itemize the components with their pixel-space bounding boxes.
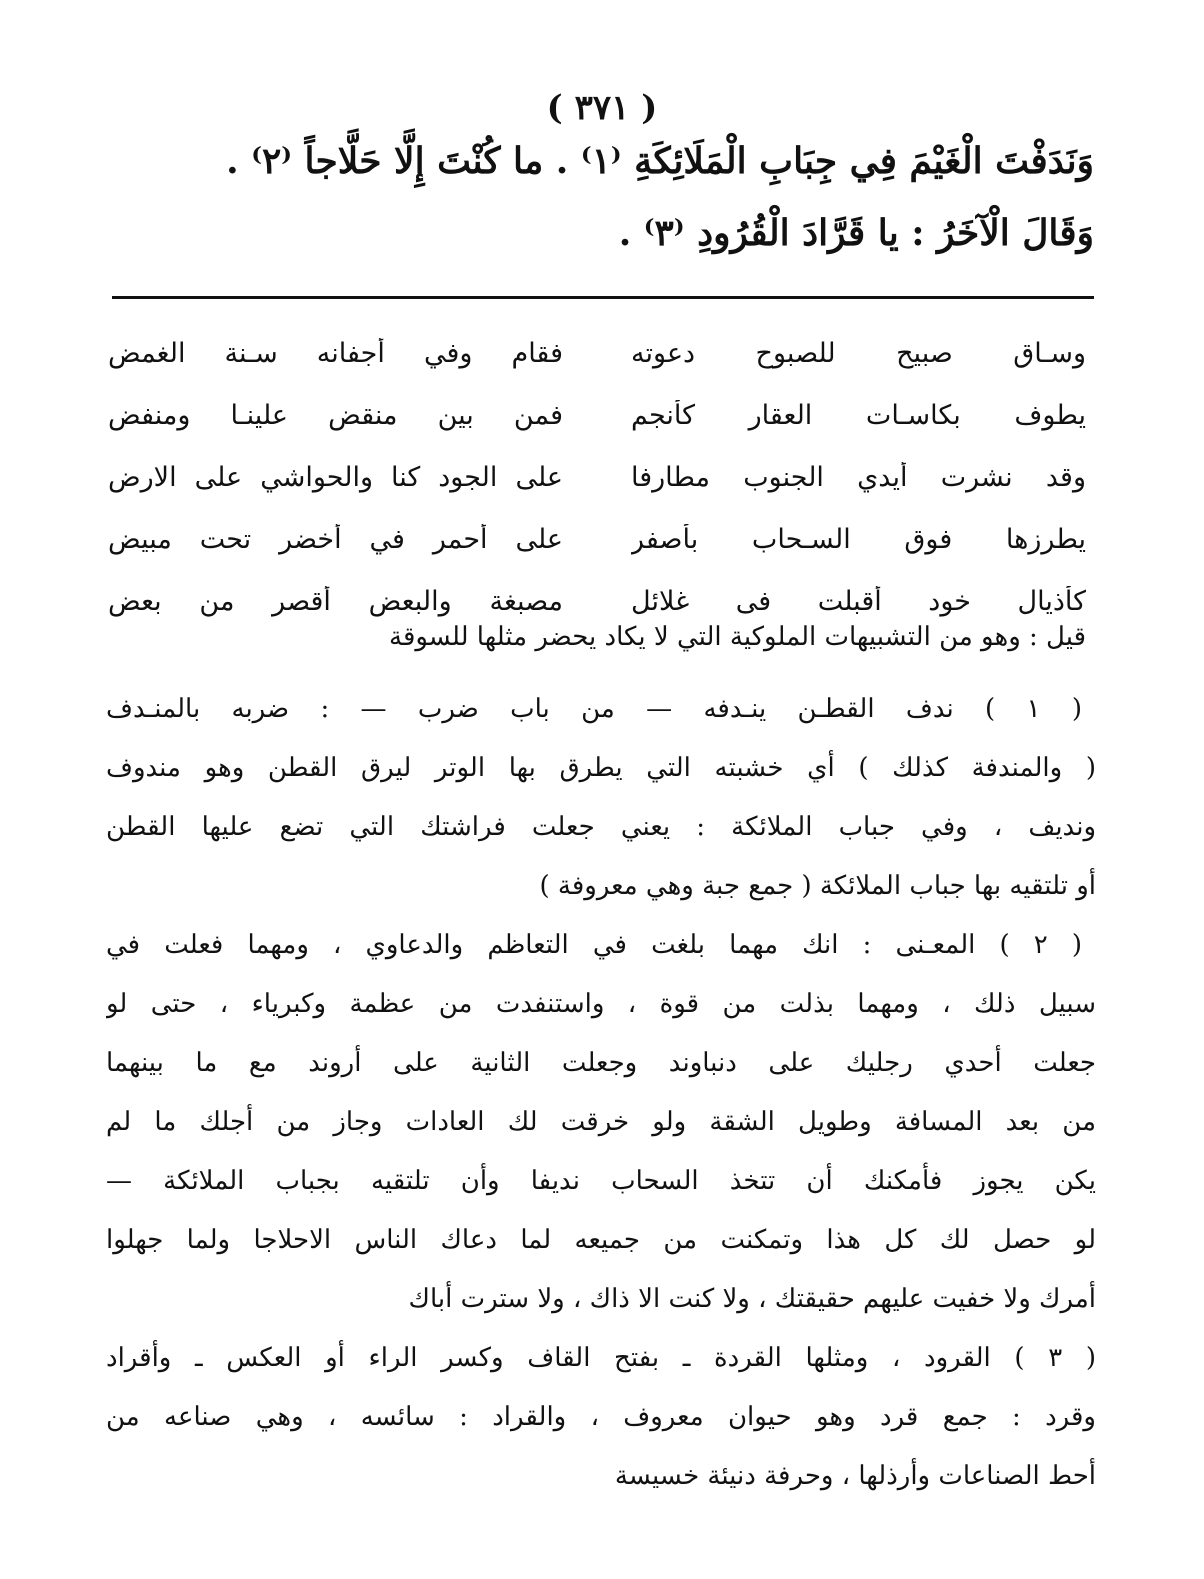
footnote-2-line: جعلت أحدي رجليك على دنباوند وجعلت الثانية على أروند مع ما بينهما — [106, 1048, 1096, 1078]
footnote-2-line: يكن يجوز فأمكنك أن تتخذ السحاب نديفا وأن تلتقيه بجباب الملائكة — — [106, 1166, 1096, 1196]
poem-note: قيل : وهو من التشبيهات الملوكية التي لا يكاد يحضر مثلها للسوقة — [389, 622, 1086, 652]
footnotes — [106, 680, 1096, 1506]
poem-hemistich-first: كأذيال خود أقبلت فى غلائل — [631, 585, 1086, 617]
poem-hemistich-first: يطرزها فوق السـحاب بأصفر — [631, 523, 1086, 555]
footnote-3-line: ( ٣ ) القرود ، ومثلها القردة ـ بفتح القاف وكسر الراء أو العكس ـ وأقراد — [106, 1343, 1096, 1373]
page-number: ( ٣٧١ ) — [546, 88, 658, 128]
footnote-1-line: ونديف ، وفي جباب الملائكة : يعني جعلت فراشتك التي تضع عليها القطن — [106, 812, 1096, 842]
poem-hemistich-first: وسـاق صبيح للصبوح دعوته — [631, 337, 1086, 369]
footnote-2-line: أمرك ولا خفيت عليهم حقيقتك ، ولا كنت الا ذاك ، ولا سترت أباك — [408, 1284, 1096, 1314]
poem-hemistich-second: على أحمر في أخضر تحت مبيض — [108, 523, 563, 555]
poem-verse — [108, 508, 1086, 570]
poem-block — [108, 322, 1086, 632]
footnote-2-line: ( ٢ ) المعـنى : انك مهما بلغت في التعاظم والدعاوي ، ومهما فعلت في — [106, 930, 1082, 960]
poem-verse — [108, 322, 1086, 384]
poem-hemistich-second: على الجود كنا والحواشي على الارض — [108, 461, 563, 493]
footnote-3-line: أحط الصناعات وأرذلها ، وحرفة دنيئة خسيسة — [614, 1461, 1096, 1491]
footnote-2-line: سبيل ذلك ، ومهما بذلت من قوة ، واستنفدت من عظمة وكبرياء ، حتى لو — [106, 989, 1096, 1019]
footnote-2-line: من بعد المسافة وطويل الشقة ولو خرقت لك العادات وجاز من أجلك ما لم — [106, 1107, 1096, 1137]
footnote-1-line: ( ١ ) ندف القطـن ينـدفه — من باب ضرب — : ضربه بالمنـدف — [106, 694, 1082, 724]
main-text-line-2: وَقَالَ الْآخَرُ : يا قَرَّادَ الْقُرُودِ ⁽٣⁾ . — [618, 212, 1094, 254]
main-text-line-1: وَنَدَفْتَ الْغَيْمَ فِي جِبَابِ الْمَلَائِكَةِ ⁽١⁾ . ما كُنْتَ إِلَّا حَلَّاجاً ⁽٢⁾ . — [226, 140, 1094, 182]
footnote-1-line: ( والمندفة كذلك ) أي خشبته التي يطرق بها الوتر ليرق القطن وهو مندوف — [106, 753, 1096, 783]
footnote-1-line: أو تلتقيه بها جباب الملائكة ( جمع جبة وهي معروفة ) — [539, 871, 1096, 901]
poem-hemistich-first: وقد نشرت أيدي الجنوب مطارفا — [631, 461, 1086, 493]
poem-hemistich-second: مصبغة والبعض أقصر من بعض — [108, 585, 563, 617]
poem-verse — [108, 446, 1086, 508]
footnote-2-line: لو حصل لك كل هذا وتمكنت من جميعه لما دعاك الناس الاحلاجا ولما جهلوا — [106, 1225, 1096, 1255]
poem-hemistich-second: فمن بين منقض علينـا ومنفض — [108, 399, 563, 431]
footnote-3-line: وقرد : جمع قرد وهو حيوان معروف ، والقراد : سائسه ، وهي صناعه من — [106, 1402, 1096, 1432]
poem-verse — [108, 384, 1086, 446]
poem-hemistich-second: فقام وفي أجفانه سـنة الغمض — [108, 337, 563, 369]
footnote-divider — [112, 296, 1094, 299]
poem-hemistich-first: يطوف بكاسـات العقار كأنجم — [631, 399, 1086, 431]
